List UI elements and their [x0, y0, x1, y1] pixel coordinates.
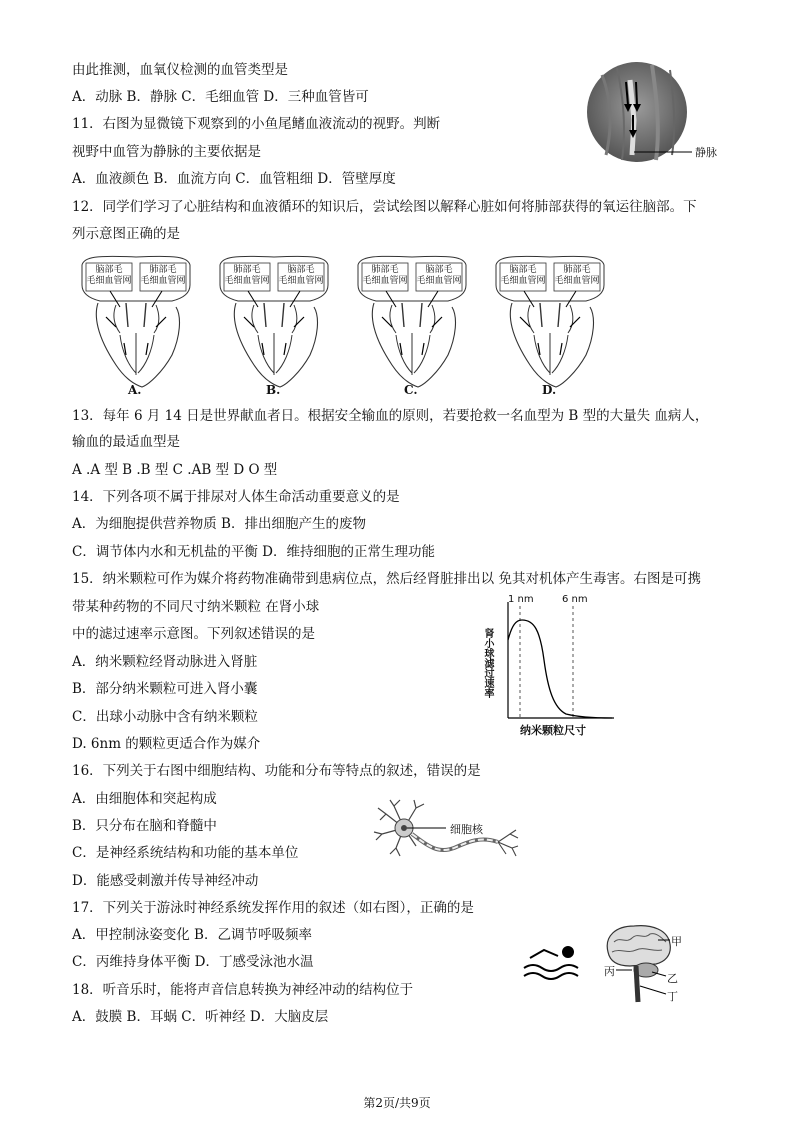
filtration-chart [478, 590, 628, 740]
microscope-view-figure [582, 60, 732, 170]
neuron-figure [368, 796, 528, 866]
heart-caption-a: A. [128, 383, 142, 397]
page-footer: 第2页/共9页 [363, 1096, 431, 1110]
option-line: C．是神经系统结构和功能的基本单位 [72, 845, 299, 861]
text-line: 列示意图正确的是 [72, 226, 180, 242]
heart-d-right-box: 肺部毛 毛细血管网 [554, 265, 600, 286]
question-13: 13．每年 6 月 14 日是世界献血者日。根据安全输血的原则，若要抢救一名血型为 B 型的大量失 血病人， [72, 408, 709, 424]
option-line: A．纳米颗粒经肾动脉进入肾脏 [72, 654, 258, 670]
option-line: A．由细胞体和突起构成 [72, 791, 217, 807]
text-line: 中的滤过速率示意图。下列叙述错误的是 [72, 626, 315, 642]
text-line: 带某种药物的不同尺寸纳米颗粒 在肾小球 [72, 599, 320, 615]
brain-label-bing: 丙 [604, 965, 615, 978]
heart-b-left-box: 肺部毛 毛细血管网 [224, 265, 270, 286]
option-line: D. 6nm 的颗粒更适合作为媒介 [72, 736, 261, 752]
option-line: A．为细胞提供营养物质 B．排出细胞产生的废物 [72, 516, 366, 532]
option-line: A．动脉 B．静脉 C．毛细血管 D．三种血管皆可 [72, 89, 369, 105]
brain-icon [607, 926, 670, 1002]
heart-diagrams [76, 255, 736, 405]
option-line: C．出球小动脉中含有纳米颗粒 [72, 709, 258, 725]
swimmer-brain-figure [520, 922, 700, 1004]
text-line: 输血的最适血型是 [72, 434, 180, 450]
question-12: 12．同学们学习了心脏结构和血液循环的知识后，尝试绘图以解释心脏如何将肺部获得的氧运往脑部。下 [72, 199, 697, 215]
marker-6nm: 6 nm [562, 594, 588, 605]
brain-label-yi: 乙 [667, 972, 678, 985]
nucleus-label: 细胞核 [450, 823, 483, 836]
heart-caption-b: B. [266, 383, 281, 397]
heart-c-left-box: 肺部毛 毛细血管网 [362, 265, 408, 286]
heart-d-left-box: 脑部毛 毛细血管网 [500, 265, 546, 286]
text-line: 由此推测，血氧仪检测的血管类型是 [72, 62, 288, 78]
option-line: C．调节体内水和无机盐的平衡 D．维持细胞的正常生理功能 [72, 544, 435, 560]
question-11: 11．右图为显微镜下观察到的小鱼尾鳍血液流动的视野。判断 [72, 116, 441, 132]
question-14: 14．下列各项不属于排尿对人体生命活动重要意义的是 [72, 489, 400, 505]
vein-label: 静脉 [695, 146, 717, 159]
question-18: 18．听音乐时，能将声音信息转换为神经冲动的结构位于 [72, 982, 414, 998]
x-axis-label: 纳米颗粒尺寸 [520, 724, 586, 737]
brain-label-jia: 甲 [671, 935, 682, 948]
question-17: 17．下列关于游泳时神经系统发挥作用的叙述（如右图），正确的是 [72, 900, 474, 916]
option-line: B．部分纳米颗粒可进入肾小囊 [72, 681, 258, 697]
heart-b-right-box: 脑部毛 毛细血管网 [278, 265, 324, 286]
text-line: 视野中血管为静脉的主要依据是 [72, 144, 261, 160]
heart-a-right-box: 肺部毛 毛细血管网 [140, 265, 186, 286]
question-16: 16．下列关于右图中细胞结构、功能和分布等特点的叙述，错误的是 [72, 763, 481, 779]
brain-label-ding: 丁 [667, 990, 678, 1003]
heart-a-left-box: 脑部毛 毛细血管网 [86, 265, 132, 286]
option-line: A．血液颜色 B．血流方向 C．血管粗细 D．管壁厚度 [72, 171, 396, 187]
heart-caption-d: D. [542, 383, 557, 397]
heart-caption-c: C. [404, 383, 418, 397]
option-line: A．甲控制泳姿变化 B．乙调节呼吸频率 [72, 927, 312, 943]
option-line: A．鼓膜 B．耳蜗 C．听神经 D．大脑皮层 [72, 1009, 329, 1025]
option-line: B．只分布在脑和脊髓中 [72, 818, 217, 834]
option-line: C．丙维持身体平衡 D．丁感受泳池水温 [72, 954, 314, 970]
option-line: D．能感受刺激并传导神经冲动 [72, 873, 259, 889]
swimmer-icon [524, 947, 578, 979]
filtration-curve [508, 620, 612, 718]
heart-c-right-box: 脑部毛 毛细血管网 [416, 265, 462, 286]
option-line: A .A 型 B .B 型 C .AB 型 D O 型 [72, 462, 278, 478]
marker-1nm: 1 nm [508, 594, 534, 605]
y-axis-label: 肾小球滤过速率 [482, 628, 493, 698]
question-15: 15．纳米颗粒可作为媒介将药物准确带到患病位点，然后经肾脏排出以 免其对机体产生毒害。右图是可携 [72, 571, 701, 587]
